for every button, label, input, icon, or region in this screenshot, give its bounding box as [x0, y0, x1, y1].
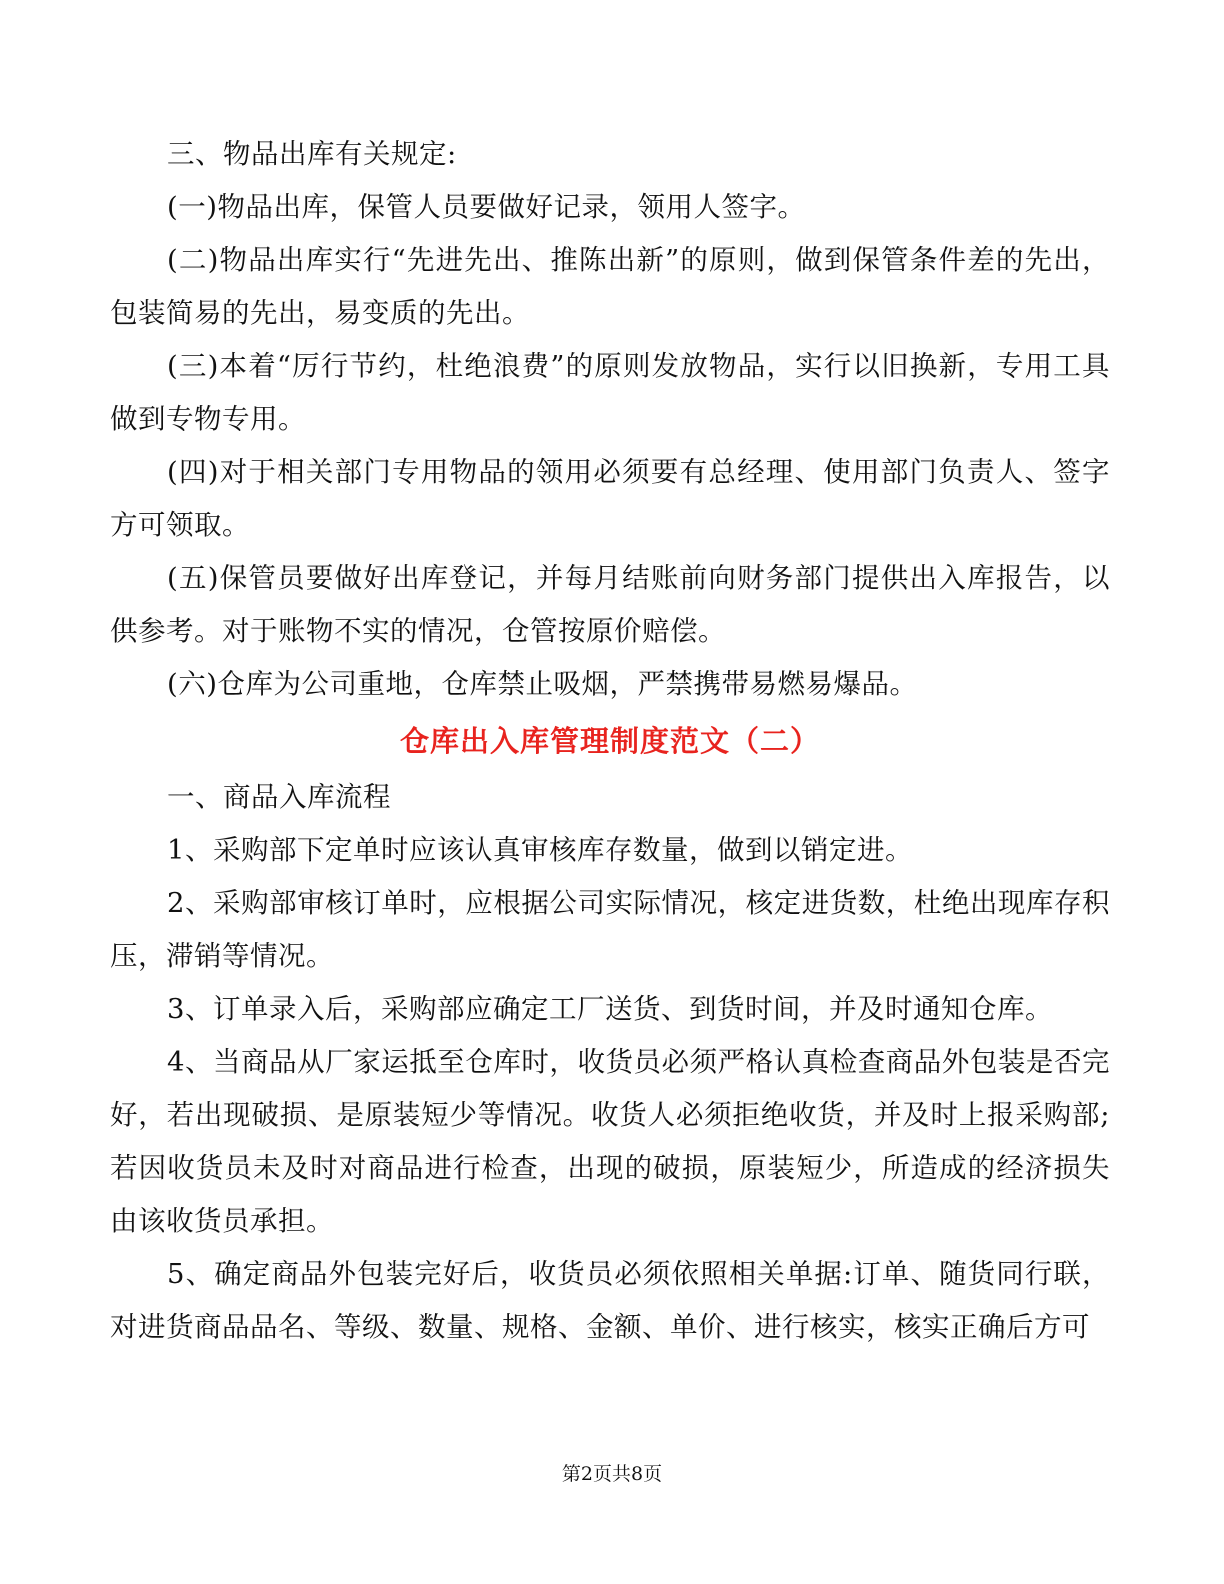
section3-item-5: (五)保管员要做好出库登记，并每月结账前向财务部门提供出入库报告，以供参考。对于账物不实的情况，仓管按原价赔偿。 [110, 562, 1110, 647]
section3-item-4: (四)对于相关部门专用物品的领用必须要有总经理、使用部门负责人、签字方可领取。 [110, 456, 1110, 541]
section1-item-5: 5、确定商品外包装完好后，收货员必须依照相关单据:订单、随货同行联，对进货商品品名、等级、数量、规格、金额、单价、进行核实，核实正确后方可 [110, 1258, 1110, 1343]
section1-item-4: 4、当商品从厂家运抵至仓库时，收货员必须严格认真检查商品外包装是否完好，若出现破损、是原装短少等情况。收货人必须拒绝收货，并及时上报采购部;若因收货员未及时对商品进行检查，出现的破损，原装短少，所造成的经济损失由该收货员承担。 [110, 1046, 1110, 1237]
section3-heading: 三、物品出库有关规定: [167, 138, 457, 170]
page-number-footer: 第2页共8页 [561, 1463, 663, 1485]
section1-item-2: 2、采购部审核订单时，应根据公司实际情况，核定进货数，杜绝出现库存积压，滞销等情况。 [110, 887, 1110, 972]
section1-item-1: 1、采购部下定单时应该认真审核库存数量，做到以销定进。 [167, 834, 913, 866]
section3-item-1: (一)物品出库，保管人员要做好记录，领用人签字。 [167, 191, 806, 223]
section3-item-6: (六)仓库为公司重地，仓库禁止吸烟，严禁携带易燃易爆品。 [167, 668, 918, 700]
document-body [110, 128, 1110, 1354]
section1-item-3: 3、订单录入后，采购部应确定工厂送货、到货时间，并及时通知仓库。 [167, 993, 1053, 1025]
document-title: 仓库出入库管理制度范文（二） [399, 724, 820, 758]
section3-item-2: (二)物品出库实行“先进先出、推陈出新”的原则，做到保管条件差的先出，包装简易的先出，易变质的先出。 [110, 244, 1110, 329]
section1-heading: 一、商品入库流程 [167, 781, 391, 813]
section3-item-3: (三)本着“厉行节约，杜绝浪费”的原则发放物品，实行以旧换新，专用工具做到专物专用。 [110, 350, 1110, 435]
